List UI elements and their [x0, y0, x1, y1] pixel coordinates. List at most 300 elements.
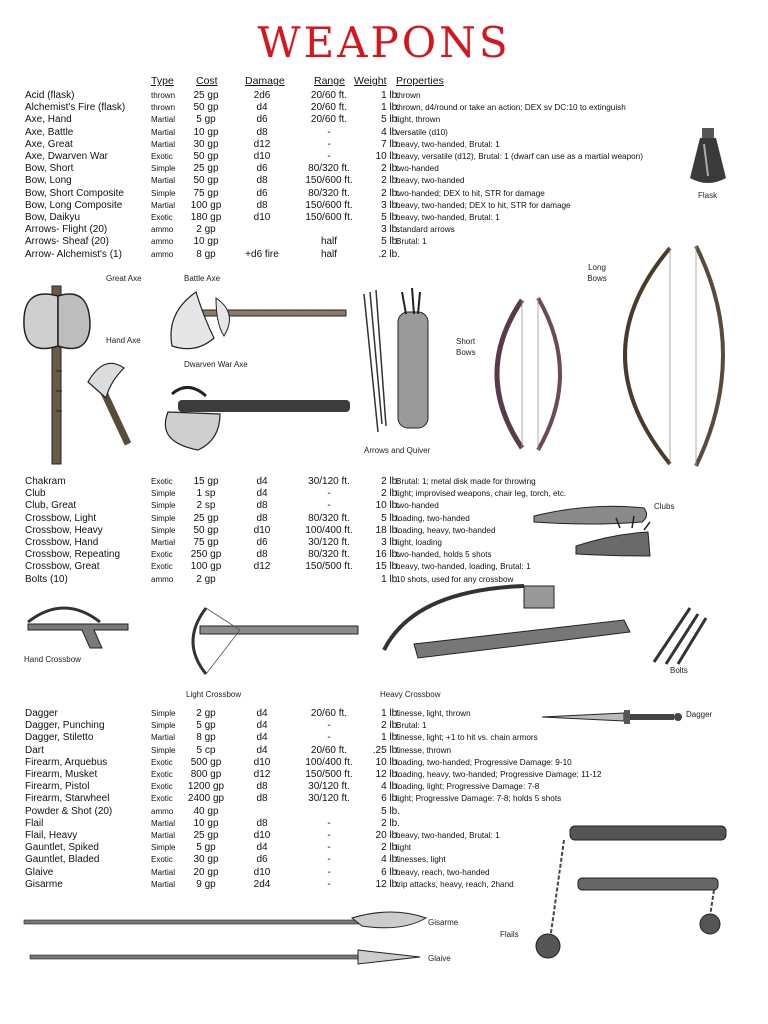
table-row — [0, 200, 768, 212]
cell-range: - — [327, 732, 331, 744]
cell-properties: two-handed, holds 5 shots — [396, 550, 492, 560]
cell-type: Exotic — [151, 477, 173, 486]
cell-damage: 2d4 — [253, 878, 271, 890]
cell-range: 80/320 ft. — [308, 163, 350, 175]
cell-name: Club — [25, 488, 46, 500]
cell-damage: d6 — [256, 114, 268, 126]
cell-type: Simple — [151, 164, 176, 174]
cell-type: Exotic — [151, 213, 173, 222]
cell-type: Exotic — [151, 562, 173, 572]
cell-properties: light, thrown — [396, 115, 441, 125]
cell-weight: 2 lb. — [381, 720, 400, 732]
cell-range: 80/320 ft. — [308, 549, 350, 561]
flails-label: Flails — [500, 930, 519, 939]
cell-range: 20/60 ft. — [310, 708, 348, 719]
cell-name: Bolts (10) — [25, 573, 68, 585]
cell-range: 100/400 ft. — [305, 524, 353, 536]
cell-cost: 2 gp — [196, 224, 216, 236]
table-row — [0, 745, 768, 757]
cell-cost: 15 gp — [193, 476, 219, 487]
cell-cost: 25 gp — [193, 512, 219, 524]
cell-properties: heavy, two-handed — [396, 176, 465, 186]
table-row — [0, 757, 768, 769]
cell-properties: 10 shots, used for any crossbow — [396, 574, 514, 584]
cell-damage: d12 — [253, 769, 271, 780]
cell-properties: thrown, d4/round or take an action: DEX sv DC:10 to extinguish — [396, 103, 626, 113]
cell-properties: finesse, light, thrown — [396, 709, 471, 718]
cell-name: Firearm, Starwheel — [25, 793, 110, 805]
cell-damage: d8 — [256, 126, 268, 138]
cell-properties: thrown — [396, 91, 421, 100]
cell-properties: loading, light; Progressive Damage: 7-8 — [396, 782, 540, 792]
cell-type: ammo — [151, 249, 174, 259]
cell-weight: 2 lb. — [381, 187, 400, 199]
cell-cost: 800 gp — [190, 769, 222, 780]
cell-properties: loading, heavy, two-handed; Progressive Damage: 11-12 — [396, 770, 602, 779]
cell-name: Flail, Heavy — [25, 830, 78, 841]
table-row — [0, 793, 768, 805]
cell-properties: trip attacks, heavy, reach, 2hand — [396, 879, 514, 889]
cell-cost: 8 gp — [196, 732, 216, 744]
header-type: Type — [151, 75, 174, 87]
cell-damage: d8 — [256, 793, 268, 805]
cell-name: Axe, Great — [25, 138, 73, 150]
cell-weight: 2 lb. — [381, 163, 400, 175]
cell-weight: 1 lb. — [381, 90, 400, 101]
cell-properties: heavy, two-handed, Brutal: 1 — [396, 831, 500, 840]
cell-cost: 25 gp — [193, 90, 219, 101]
light-crossbow-label: Light Crossbow — [186, 690, 242, 699]
cell-damage: d10 — [253, 151, 271, 162]
cell-name: Crossbow, Repeating — [25, 549, 121, 561]
cell-properties: heavy, two-handed, Brutal: 1 — [396, 139, 500, 149]
cell-properties: loading, two-handed; Progressive Damage: 9-10 — [396, 757, 572, 767]
hand-crossbow-illustration — [24, 600, 136, 650]
cell-properties: Brutal: 1 — [396, 237, 427, 247]
cell-cost: 25 gp — [193, 830, 219, 841]
cell-cost: 2 sp — [196, 500, 216, 512]
cell-type: ammo — [151, 806, 174, 816]
cell-range: 150/600 ft. — [305, 212, 353, 223]
cell-cost: 500 gp — [190, 756, 222, 768]
cell-name: Crossbow, Light — [25, 512, 97, 524]
cell-damage: d4 — [256, 476, 268, 487]
heavy-crossbow-illustration — [374, 580, 634, 686]
cell-name: Firearm, Arquebus — [25, 756, 108, 768]
cell-cost: 2 gp — [196, 573, 216, 585]
cell-range: - — [327, 500, 331, 512]
cell-name: Bow, Short — [25, 163, 74, 175]
cell-cost: 10 gp — [193, 236, 219, 248]
table-row — [0, 90, 768, 102]
cell-properties: light, loading — [396, 538, 442, 547]
cell-damage: d10 — [253, 830, 271, 841]
table-row — [0, 188, 768, 200]
page-title: WEAPONS — [257, 18, 511, 67]
cell-cost: 10 gp — [193, 817, 219, 829]
cell-damage: d10 — [253, 866, 271, 878]
table-row — [0, 806, 768, 818]
cell-type: Martial — [151, 200, 176, 210]
cell-range: - — [327, 151, 331, 162]
cell-range: - — [327, 878, 331, 890]
cell-cost: 75 gp — [193, 187, 219, 199]
cell-name: Gisarme — [25, 878, 63, 890]
header-properties: Properties — [396, 75, 444, 87]
cell-range: 20/60 ft. — [310, 114, 348, 126]
cell-cost: 5 cp — [196, 744, 216, 756]
cell-type: Simple — [151, 709, 176, 718]
cell-type: Exotic — [151, 757, 173, 767]
cell-weight: 1 lb. — [381, 732, 400, 744]
cell-weight: 15 lb. — [375, 561, 400, 573]
cell-damage: d4 — [256, 720, 268, 732]
cell-name: Acid (flask) — [25, 90, 75, 101]
light-crossbow-illustration — [180, 604, 360, 676]
header-range: Range — [314, 75, 345, 87]
heavy-crossbow-label: Heavy Crossbow — [380, 690, 441, 699]
cell-properties: light — [396, 843, 412, 853]
cell-range: half — [320, 236, 338, 248]
cell-name: Gauntlet, Bladed — [25, 854, 100, 866]
dagger-label: Dagger — [686, 710, 713, 719]
cell-type: Martial — [151, 818, 176, 828]
cell-type: Martial — [151, 538, 176, 547]
cell-type: Martial — [151, 127, 176, 137]
cell-cost: 8 gp — [196, 248, 216, 260]
cell-damage: d4 — [256, 488, 268, 500]
table-row — [0, 769, 768, 781]
hand-axe-label: Hand Axe — [106, 336, 141, 345]
cell-weight: 12 lb. — [375, 769, 400, 780]
cell-damage: d4 — [256, 102, 268, 114]
cell-weight: 4 lb. — [381, 781, 400, 793]
cell-range: 100/400 ft. — [305, 756, 353, 768]
cell-damage: d8 — [256, 781, 268, 793]
cell-damage: d8 — [256, 175, 268, 187]
cell-cost: 10 gp — [193, 126, 219, 138]
cell-cost: 2 gp — [196, 708, 216, 719]
cell-type: Exotic — [151, 550, 173, 560]
cell-type: Simple — [151, 188, 176, 198]
flask-label: Flask — [698, 191, 718, 200]
cell-range: 30/120 ft. — [308, 537, 350, 548]
cell-properties: heavy, versatile (d12), Brutal: 1 (dwarf can use as a martial weapon) — [396, 152, 643, 161]
cell-cost: 40 gp — [193, 805, 219, 817]
cell-name: Arrow- Alchemist's (1) — [25, 248, 122, 260]
table-row — [0, 561, 768, 573]
cell-cost: 50 gp — [193, 175, 219, 187]
cell-range: - — [327, 830, 331, 841]
cell-range: 30/120 ft. — [308, 476, 350, 487]
long-bows-label: Long Bows — [587, 263, 607, 283]
cell-range: 30/120 ft. — [308, 781, 350, 793]
cell-weight: 5 lb. — [381, 512, 400, 524]
cell-range: 80/320 ft. — [308, 512, 350, 524]
cell-name: Arrows- Sheaf (20) — [25, 236, 109, 248]
cell-damage: d8 — [256, 500, 268, 512]
cell-cost: 180 gp — [190, 212, 222, 223]
cell-properties: loading, two-handed — [396, 513, 470, 523]
cell-type: Martial — [151, 831, 176, 840]
cell-cost: 25 gp — [193, 163, 219, 175]
cell-damage: d12 — [253, 138, 271, 150]
table-row — [0, 102, 768, 114]
bolts-illustration — [650, 604, 710, 666]
cell-cost: 5 gp — [196, 114, 216, 126]
cell-weight: 1 lb. — [381, 102, 400, 114]
cell-type: Simple — [151, 525, 176, 535]
cell-name: Firearm, Musket — [25, 769, 98, 780]
cell-type: Simple — [151, 721, 176, 731]
cell-range: - — [327, 126, 331, 138]
cell-weight: .2 lb. — [378, 248, 400, 260]
cell-cost: 50 gp — [193, 151, 219, 162]
cell-range: 150/600 ft. — [305, 175, 353, 187]
cell-weight: 4 lb. — [381, 126, 400, 138]
cell-properties: heavy, reach, two-handed — [396, 867, 490, 877]
dagger-illustration — [540, 708, 684, 726]
cell-cost: 2400 gp — [187, 793, 225, 805]
flask-illustration — [688, 126, 728, 188]
cell-name: Arrows- Flight (20) — [25, 224, 108, 236]
cell-properties: heavy, two-handed; DEX to hit, STR for damage — [396, 200, 571, 210]
cell-range: 150/500 ft. — [305, 769, 353, 780]
cell-properties: two-handed — [396, 501, 439, 511]
cell-weight: 2 lb. — [381, 488, 400, 500]
long-bows-illustration — [600, 244, 740, 466]
bolts-label: Bolts — [670, 666, 688, 675]
battle-axe-illustration — [166, 288, 346, 356]
cell-damage: d8 — [256, 512, 268, 524]
cell-type: Martial — [151, 867, 176, 877]
cell-type: Martial — [151, 139, 176, 149]
cell-type: Simple — [151, 489, 176, 499]
table-row — [0, 537, 768, 549]
cell-name: Crossbow, Hand — [25, 537, 99, 548]
cell-name: Firearm, Pistol — [25, 781, 90, 793]
cell-name: Alchemist's Fire (flask) — [25, 102, 126, 114]
cell-cost: 5 gp — [196, 842, 216, 854]
cell-cost: 20 gp — [193, 866, 219, 878]
cell-damage: d8 — [256, 199, 268, 211]
cell-cost: 30 gp — [193, 854, 219, 866]
header-damage: Damage — [245, 75, 285, 87]
cell-type: Simple — [151, 513, 176, 523]
cell-damage: d10 — [253, 212, 271, 223]
cell-properties: two-handed — [396, 164, 439, 174]
cell-weight: 6 lb. — [381, 866, 400, 878]
cell-cost: 30 gp — [193, 138, 219, 150]
cell-range: - — [327, 488, 331, 500]
cell-weight: 5 lb. — [381, 805, 400, 817]
table-row — [0, 139, 768, 151]
cell-damage: d8 — [256, 817, 268, 829]
cell-name: Dagger, Stiletto — [25, 732, 94, 744]
cell-cost: 50 gp — [193, 524, 219, 536]
cell-name: Glaive — [25, 866, 54, 878]
hand-axe-illustration — [80, 354, 144, 450]
cell-type: Simple — [151, 843, 176, 853]
cell-weight: 3 lb. — [381, 199, 400, 211]
cell-cost: 100 gp — [190, 199, 222, 211]
cell-range: 80/320 ft. — [308, 187, 350, 199]
cell-range: 150/500 ft. — [305, 561, 353, 573]
table-row — [0, 224, 768, 236]
cell-range: - — [327, 842, 331, 854]
cell-damage: d12 — [253, 561, 271, 573]
cell-damage: d4 — [256, 708, 268, 719]
cell-properties: finesse, light; +1 to hit vs. chain armors — [396, 733, 538, 743]
table-row — [0, 488, 768, 500]
cell-weight: 1 lb. — [381, 708, 400, 719]
cell-weight: .25 lb. — [372, 744, 400, 756]
cell-name: Gauntlet, Spiked — [25, 842, 99, 854]
glaive-label: Glaive — [428, 954, 451, 963]
cell-cost: 1 sp — [196, 488, 216, 500]
cell-weight: 5 lb. — [381, 114, 400, 126]
cell-properties: heavy, two-handed, loading, Brutal: 1 — [396, 562, 531, 572]
cell-properties: heavy, two-handed, Brutal: 1 — [396, 213, 500, 222]
cell-weight: 5 lb. — [381, 212, 400, 223]
cell-properties: two-handed; DEX to hit, STR for damage — [396, 188, 545, 198]
cell-damage: d10 — [253, 756, 271, 768]
table-row — [0, 549, 768, 561]
cell-cost: 100 gp — [190, 561, 222, 573]
table-row — [0, 525, 768, 537]
cell-range: - — [327, 866, 331, 878]
cell-type: ammo — [151, 225, 174, 235]
cell-properties: finesse, thrown — [396, 745, 452, 755]
cell-damage: d10 — [253, 524, 271, 536]
cell-weight: 2 lb. — [381, 842, 400, 854]
cell-weight: 3 lb. — [381, 224, 400, 236]
header-weight: Weight — [354, 75, 387, 87]
cell-range: - — [327, 138, 331, 150]
cell-name: Bow, Long — [25, 175, 72, 187]
cell-cost: 1200 gp — [187, 781, 225, 793]
cell-type: ammo — [151, 237, 174, 247]
cell-damage: d4 — [256, 744, 268, 756]
table-row — [0, 127, 768, 139]
hand-crossbow-label: Hand Crossbow — [24, 655, 81, 664]
dwarven-war-axe-label: Dwarven War Axe — [184, 360, 248, 369]
cell-damage: d6 — [256, 537, 268, 548]
clubs-label: Clubs — [654, 502, 675, 511]
cell-properties: Brutal: 1; metal disk made for throwing — [396, 477, 536, 486]
battle-axe-label: Battle Axe — [184, 274, 221, 283]
table-row — [0, 513, 768, 525]
cell-range: 20/60 ft. — [310, 90, 348, 101]
cell-properties: light; improvised weapons, chair leg, torch, etc. — [396, 489, 567, 499]
great-axe-label: Great Axe — [106, 274, 142, 283]
cell-name: Dart — [25, 744, 44, 756]
cell-range: - — [327, 720, 331, 732]
cell-name: Crossbow, Heavy — [25, 524, 103, 536]
cell-type: thrown — [151, 91, 176, 100]
cell-damage: d6 — [256, 163, 268, 175]
table-row — [0, 732, 768, 744]
cell-weight: 2 lb. — [381, 817, 400, 829]
cell-type: Exotic — [151, 770, 173, 779]
cell-type: Exotic — [151, 855, 173, 865]
cell-properties: versatile (d10) — [396, 127, 448, 137]
cell-name: Flail — [25, 817, 44, 829]
table-row — [0, 476, 768, 488]
arrows-quiver-illustration — [356, 282, 440, 442]
table-row — [0, 151, 768, 163]
gisarme-illustration — [22, 910, 432, 934]
cell-name: Bow, Long Composite — [25, 199, 123, 211]
cell-weight: 6 lb. — [381, 793, 400, 805]
cell-cost: 9 gp — [196, 878, 216, 890]
cell-weight: 10 lb. — [375, 756, 400, 768]
cell-type: thrown — [151, 103, 176, 113]
cell-damage: d6 — [256, 854, 268, 866]
cell-range: - — [327, 817, 331, 829]
glaive-illustration — [28, 946, 422, 968]
cell-name: Chakram — [25, 476, 66, 487]
cell-weight: 18 lb. — [375, 524, 400, 536]
clubs-illustration — [532, 498, 652, 564]
short-bows-illustration — [482, 296, 578, 452]
cell-range: 30/120 ft. — [308, 793, 350, 805]
cell-damage: d4 — [256, 732, 268, 744]
cell-weight: 2 lb. — [381, 476, 400, 487]
header-cost: Cost — [196, 75, 218, 87]
cell-name: Club, Great — [25, 500, 77, 512]
arrows-quiver-label: Arrows and Quiver — [364, 446, 431, 455]
cell-weight: 2 lb. — [381, 175, 400, 187]
cell-cost: 50 gp — [193, 102, 219, 114]
cell-type: ammo — [151, 574, 174, 584]
cell-type: Martial — [151, 176, 176, 186]
cell-weight: 4 lb. — [381, 854, 400, 866]
cell-properties: light; Progressive Damage: 7-8; holds 5 shots — [396, 794, 562, 804]
cell-name: Crossbow, Great — [25, 561, 100, 573]
table-row — [0, 212, 768, 224]
table-row — [0, 175, 768, 187]
table-row — [0, 163, 768, 175]
table-row — [0, 500, 768, 512]
cell-range: 150/600 ft. — [305, 199, 353, 211]
cell-damage: 2d6 — [253, 90, 271, 101]
cell-damage: d6 — [256, 187, 268, 199]
cell-type: Martial — [151, 879, 176, 889]
cell-weight: 10 lb. — [375, 151, 400, 162]
cell-name: Powder & Shot (20) — [25, 805, 113, 817]
cell-type: Martial — [151, 733, 176, 743]
cell-weight: 10 lb. — [375, 500, 400, 512]
cell-name: Bow, Daikyu — [25, 212, 81, 223]
cell-cost: 250 gp — [190, 549, 222, 561]
cell-range: half — [320, 248, 338, 260]
cell-type: Exotic — [151, 794, 173, 804]
cell-damage: d8 — [256, 549, 268, 561]
cell-range: 20/60 ft. — [310, 102, 348, 114]
cell-type: Martial — [151, 115, 176, 125]
cell-range: - — [327, 854, 331, 866]
cell-properties: finesses, light — [396, 855, 446, 865]
cell-damage: d4 — [256, 842, 268, 854]
cell-properties: Brutal: 1 — [396, 721, 427, 731]
cell-name: Dagger, Punching — [25, 720, 105, 732]
cell-name: Dagger — [25, 708, 58, 719]
cell-weight: 1 lb. — [381, 573, 400, 585]
cell-weight: 7 lb. — [381, 138, 400, 150]
cell-name: Axe, Hand — [25, 114, 72, 126]
cell-properties: standard arrows — [396, 225, 455, 235]
